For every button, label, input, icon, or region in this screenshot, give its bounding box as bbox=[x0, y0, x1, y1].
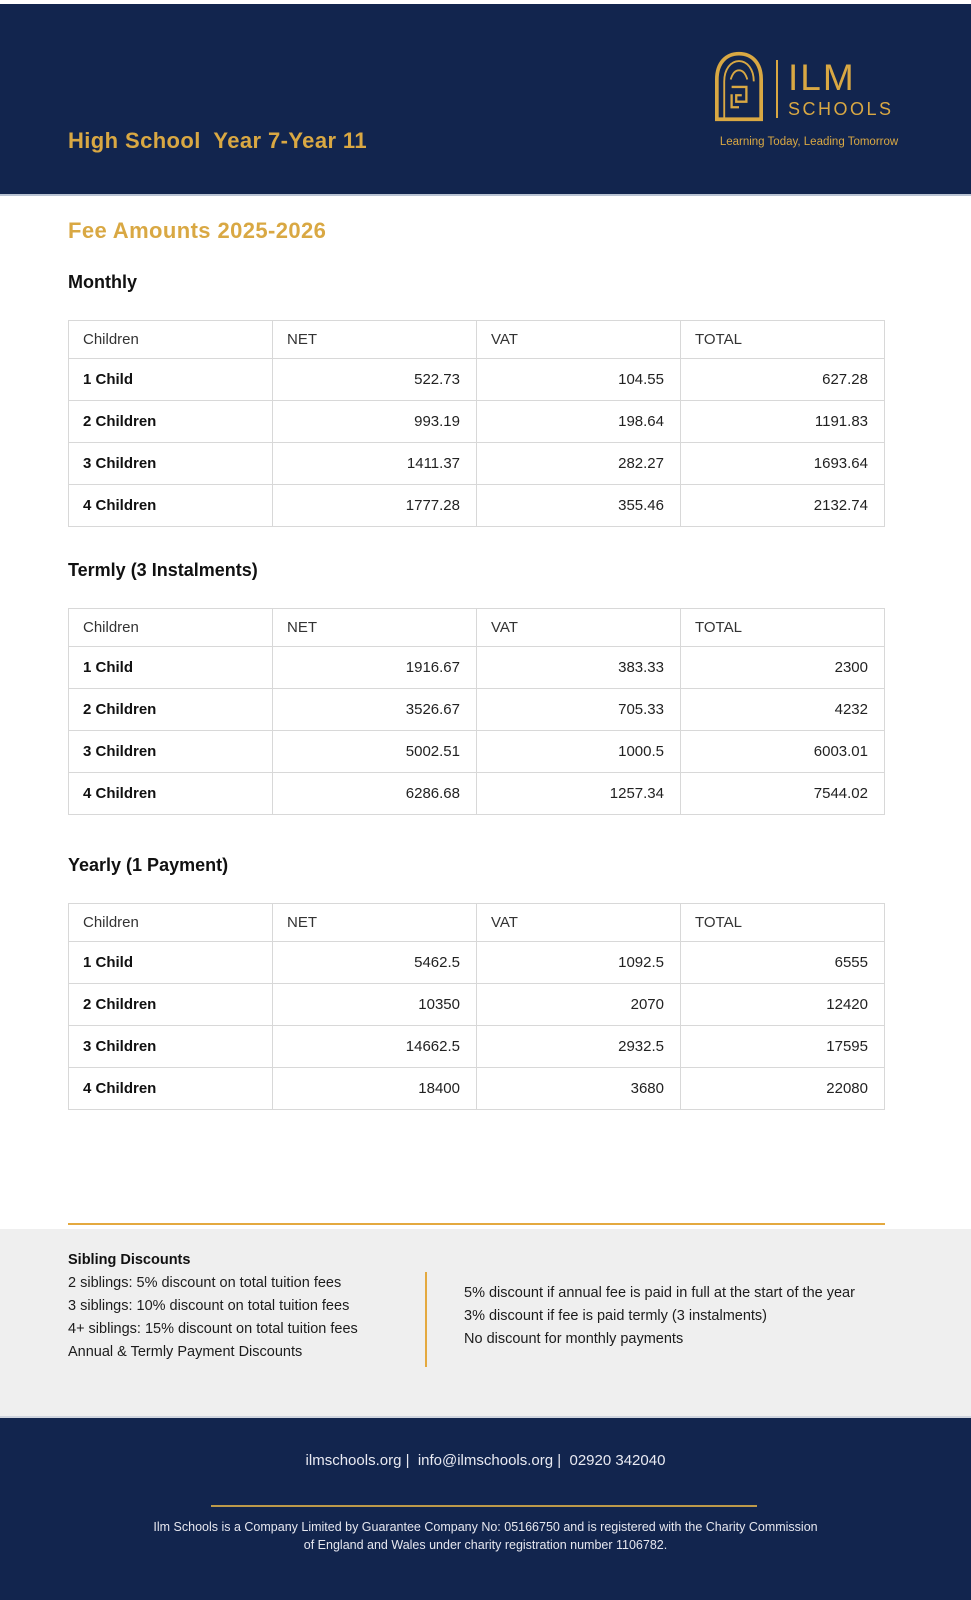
fee-value: 993.19 bbox=[273, 401, 477, 443]
column-header: TOTAL bbox=[681, 904, 885, 942]
row-label: 3 Children bbox=[69, 443, 273, 485]
column-header: TOTAL bbox=[681, 321, 885, 359]
discount-line: 2 siblings: 5% discount on total tuition fees bbox=[68, 1275, 342, 1291]
table-row bbox=[69, 485, 885, 527]
logo-tagline: Learning Today, Leading Tomorrow bbox=[719, 136, 899, 148]
fee-value: 2132.74 bbox=[681, 485, 885, 527]
footer-legal-text bbox=[0, 1518, 971, 1554]
table-row bbox=[69, 401, 885, 443]
discount-line: No discount for monthly payments bbox=[464, 1331, 684, 1347]
payment-discounts-block bbox=[464, 1282, 855, 1351]
fee-value: 6003.01 bbox=[681, 731, 885, 773]
discount-line: 5% discount if annual fee is paid in full at the start of the year bbox=[464, 1285, 855, 1301]
monthly-fee-table bbox=[68, 320, 885, 527]
section-heading-yearly: Yearly (1 Payment) bbox=[68, 855, 229, 875]
fee-value: 355.46 bbox=[477, 485, 681, 527]
arch-emblem-icon bbox=[711, 50, 767, 127]
row-label: 2 Children bbox=[69, 401, 273, 443]
row-label: 1 Child bbox=[69, 647, 273, 689]
column-header: VAT bbox=[477, 904, 681, 942]
fee-value: 1257.34 bbox=[477, 773, 681, 815]
table-row bbox=[69, 984, 885, 1026]
column-header: Children bbox=[69, 321, 273, 359]
ilm-schools-logo bbox=[711, 50, 907, 148]
logo-ilm-text: ILM bbox=[788, 57, 856, 98]
fee-value: 5462.5 bbox=[273, 942, 477, 984]
column-header: NET bbox=[273, 904, 477, 942]
table-row bbox=[69, 773, 885, 815]
footer-legal-line2: of England and Wales under charity registration number 1106782. bbox=[303, 1538, 668, 1552]
section-heading-monthly: Monthly bbox=[68, 272, 137, 292]
fee-value: 522.73 bbox=[273, 359, 477, 401]
page-title-line2: Fee Amounts 2025-2026 bbox=[68, 218, 327, 243]
column-header: Children bbox=[69, 904, 273, 942]
termly-fee-table bbox=[68, 608, 885, 815]
footer-legal-line1: Ilm Schools is a Company Limited by Guarantee Company No: 05166750 and is registered with the Charity Commission bbox=[153, 1520, 818, 1534]
footer-gold-rule bbox=[211, 1505, 757, 1507]
sibling-discounts-list bbox=[68, 1272, 358, 1364]
table-row bbox=[69, 1068, 885, 1110]
fee-value: 104.55 bbox=[477, 359, 681, 401]
section-heading-termly: Termly (3 Instalments) bbox=[68, 560, 258, 580]
fee-value: 198.64 bbox=[477, 401, 681, 443]
fee-value: 705.33 bbox=[477, 689, 681, 731]
table-header-row bbox=[69, 609, 885, 647]
row-label: 3 Children bbox=[69, 731, 273, 773]
fee-value: 2070 bbox=[477, 984, 681, 1026]
fee-value: 7544.02 bbox=[681, 773, 885, 815]
table-header-row bbox=[69, 321, 885, 359]
fee-value: 5002.51 bbox=[273, 731, 477, 773]
sibling-discounts-block bbox=[68, 1249, 358, 1364]
fee-value: 1777.28 bbox=[273, 485, 477, 527]
table-row bbox=[69, 647, 885, 689]
table-row bbox=[69, 689, 885, 731]
page-title-line1: High School Year 7-Year 11 bbox=[68, 128, 367, 153]
row-label: 2 Children bbox=[69, 984, 273, 1026]
table-row bbox=[69, 359, 885, 401]
fee-value: 17595 bbox=[681, 1026, 885, 1068]
column-header: NET bbox=[273, 321, 477, 359]
fee-value: 4232 bbox=[681, 689, 885, 731]
table-row bbox=[69, 1026, 885, 1068]
row-label: 1 Child bbox=[69, 942, 273, 984]
discounts-top-rule bbox=[68, 1223, 885, 1225]
logo-divider bbox=[776, 60, 778, 118]
fee-value: 22080 bbox=[681, 1068, 885, 1110]
fee-value: 2300 bbox=[681, 647, 885, 689]
fee-value: 1191.83 bbox=[681, 401, 885, 443]
fee-value: 6555 bbox=[681, 942, 885, 984]
discounts-section bbox=[0, 1229, 971, 1416]
column-header: TOTAL bbox=[681, 609, 885, 647]
fee-value: 10350 bbox=[273, 984, 477, 1026]
table-row bbox=[69, 443, 885, 485]
footer-contact-line: ilmschools.org | info@ilmschools.org | 02920 342040 bbox=[305, 1452, 666, 1469]
fee-value: 1411.37 bbox=[273, 443, 477, 485]
row-label: 1 Child bbox=[69, 359, 273, 401]
discount-line: 3 siblings: 10% discount on total tuition fees bbox=[68, 1298, 350, 1314]
fee-value: 3680 bbox=[477, 1068, 681, 1110]
fee-value: 6286.68 bbox=[273, 773, 477, 815]
logo-wordmark bbox=[788, 59, 894, 118]
discount-line: 3% discount if fee is paid termly (3 instalments) bbox=[464, 1308, 768, 1324]
yearly-fee-table bbox=[68, 903, 885, 1110]
page-title bbox=[68, 66, 367, 306]
row-label: 4 Children bbox=[69, 485, 273, 527]
row-label: 3 Children bbox=[69, 1026, 273, 1068]
fee-value: 3526.67 bbox=[273, 689, 477, 731]
row-label: 2 Children bbox=[69, 689, 273, 731]
page-footer bbox=[0, 1416, 971, 1600]
table-row bbox=[69, 731, 885, 773]
column-header: NET bbox=[273, 609, 477, 647]
page-header bbox=[0, 4, 971, 243]
fee-value: 1092.5 bbox=[477, 942, 681, 984]
fee-value: 18400 bbox=[273, 1068, 477, 1110]
column-header: Children bbox=[69, 609, 273, 647]
fee-value: 627.28 bbox=[681, 359, 885, 401]
fee-value: 1693.64 bbox=[681, 443, 885, 485]
fee-value: 1916.67 bbox=[273, 647, 477, 689]
column-header: VAT bbox=[477, 609, 681, 647]
fee-value: 1000.5 bbox=[477, 731, 681, 773]
logo-schools-text: SCHOOLS bbox=[788, 99, 894, 119]
sibling-discounts-heading: Sibling Discounts bbox=[68, 1252, 191, 1268]
row-label: 4 Children bbox=[69, 1068, 273, 1110]
fee-value: 383.33 bbox=[477, 647, 681, 689]
row-label: 4 Children bbox=[69, 773, 273, 815]
fee-value: 14662.5 bbox=[273, 1026, 477, 1068]
column-header: VAT bbox=[477, 321, 681, 359]
table-header-row bbox=[69, 904, 885, 942]
table-row bbox=[69, 942, 885, 984]
discount-line: Annual & Termly Payment Discounts bbox=[68, 1344, 303, 1360]
discounts-vertical-divider bbox=[425, 1272, 427, 1367]
fee-value: 12420 bbox=[681, 984, 885, 1026]
fee-value: 282.27 bbox=[477, 443, 681, 485]
discount-line: 4+ siblings: 15% discount on total tuition fees bbox=[68, 1321, 358, 1337]
fee-value: 2932.5 bbox=[477, 1026, 681, 1068]
